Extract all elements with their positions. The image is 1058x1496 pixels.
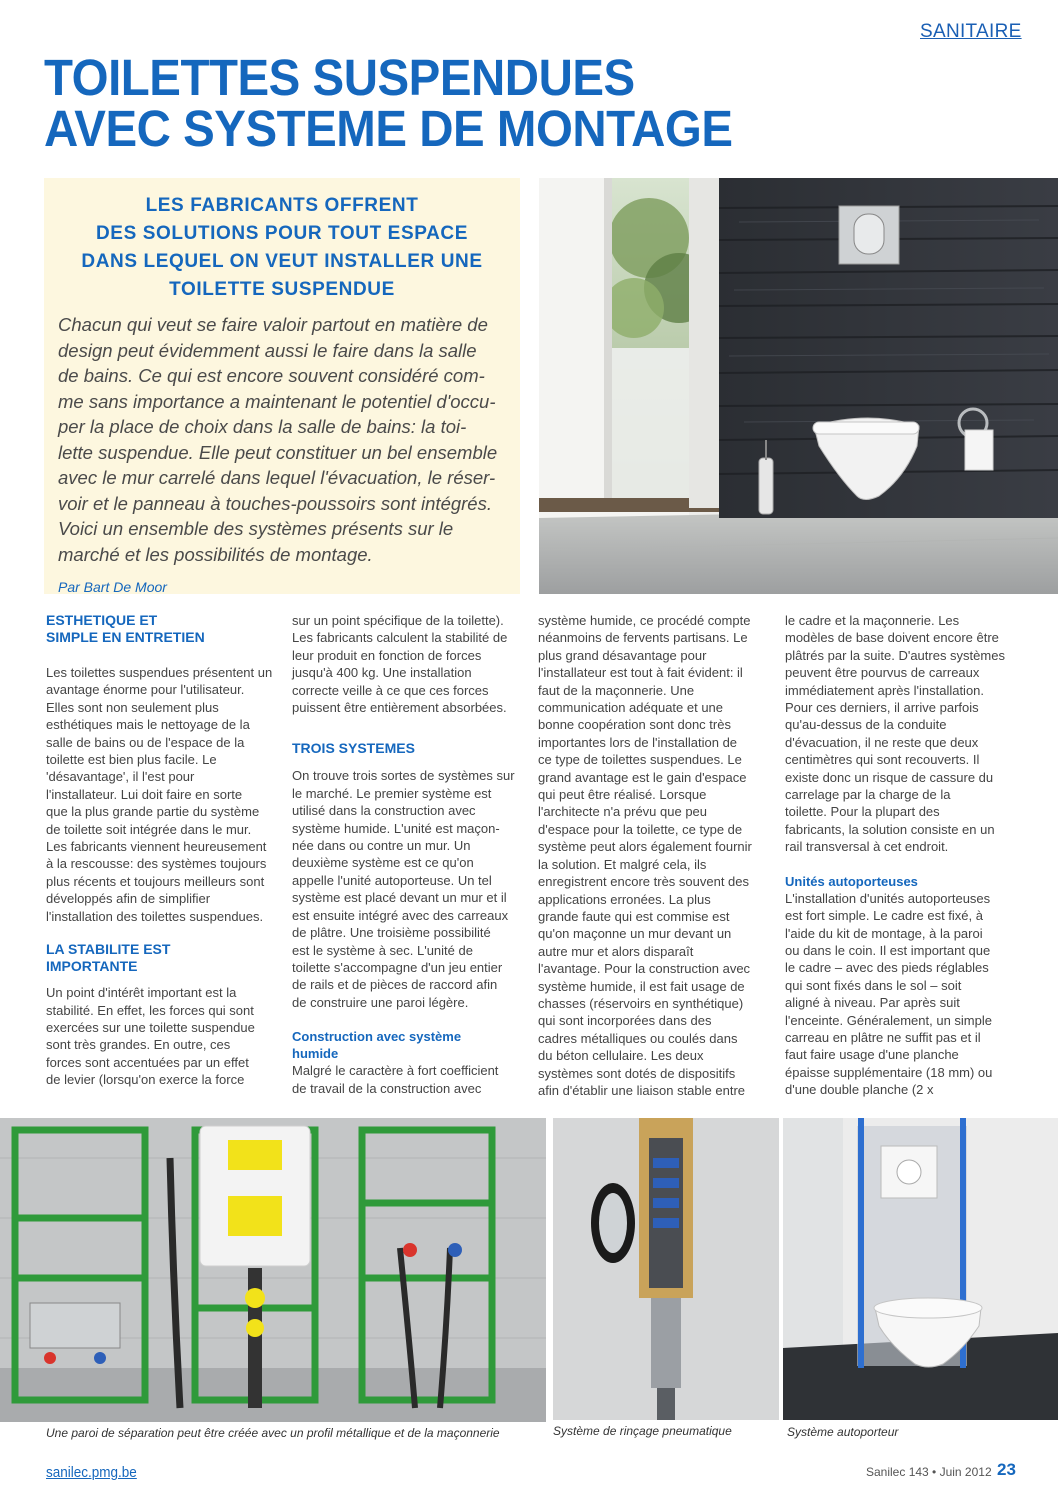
text-line: l'installateur. Lui doit faire en sorte — [46, 786, 243, 802]
text-line: avantage énorme pour l'utilisateur. — [46, 682, 245, 698]
intro-line: Voici un ensemble des systèmes présents sur le — [58, 518, 454, 539]
paragraph — [292, 1062, 518, 1097]
text-line: système humide, ce procédé compte — [538, 613, 751, 628]
text-line: ce type de toilettes suspendues. Le — [538, 752, 742, 768]
text-line: grande faute qui est commise est — [538, 908, 730, 924]
text-line: aligné à niveau. Par après suit — [785, 995, 960, 1011]
text-line: système humide, il est fait usage de — [538, 978, 745, 994]
text-line: faut de la maçonnerie. Une — [538, 682, 695, 698]
text-line: bonne coopération sont donc très — [538, 717, 731, 733]
text-line: sont très grandes. En outre, ces — [46, 1037, 231, 1053]
text-line: Un point d'intérêt important est la — [46, 985, 237, 1001]
text-line: système est placé devant un mur et il — [292, 890, 507, 906]
text-line: grand avantage est le gain d'espace — [538, 769, 747, 785]
text-line: sur un point spécifique de la toilette). — [292, 613, 504, 628]
text-line: enregistrent encore très souvent des — [538, 874, 750, 890]
text-line: deuxième système est ce qu'on — [292, 855, 474, 871]
text-line: immédiatement après l'installation. — [785, 682, 985, 698]
text-line: peuvent être pourvus de carreaux — [785, 665, 980, 681]
subsection-heading: Unités autoporteuses — [785, 873, 918, 889]
text-line: de travail de la construction avec — [292, 1080, 482, 1096]
column-1 — [46, 612, 272, 1089]
intro-heading — [58, 192, 506, 304]
text-line: importantes lors de l'installation de — [538, 734, 738, 750]
text-line: qui sont incorporées dans des — [538, 1013, 712, 1029]
text-line: autre mur et alors disparaît — [538, 943, 694, 959]
text-line: appelle l'unité autoporteuse. Un tel — [292, 872, 492, 888]
text-line: qu'au-dessus de la conduite — [785, 717, 947, 733]
text-line: le cadre et la maçonnerie. Les — [785, 613, 960, 628]
text-line: d'évacuation, il ne reste que deux — [785, 734, 979, 750]
text-line: rail transversal à cet endroit. — [785, 839, 949, 855]
intro-line: de bains. Ce qui est encore souvent considéré com- — [58, 365, 485, 386]
text-line: Elles sont non seulement plus — [46, 699, 219, 715]
footer-issue: Sanilec 143 • Juin 2012 — [866, 1465, 992, 1479]
intro-line: Chacun qui veut se faire valoir partout en matière de — [58, 314, 488, 335]
hero-photo-illustration — [539, 178, 1058, 594]
subsection-heading: humide — [292, 1046, 339, 1062]
text-line: esthétiques mais le nettoyage de la — [46, 717, 250, 733]
column-2 — [292, 612, 518, 1097]
text-line: plâtrés par la suite. D'autres systèmes — [785, 647, 1005, 663]
text-line: systèmes sont dotés de dispositifs — [538, 1065, 736, 1081]
text-line: faut faire usage d'une planche — [785, 1047, 959, 1063]
title-line-1: TOILETTES SUSPENDUES — [44, 49, 635, 106]
text-line: l'aide du kit de montage, à la paroi — [785, 925, 983, 941]
intro-line: design peut évidemment aussi le faire dans la salle — [58, 339, 477, 361]
text-line: puissent être entièrement absorbées. — [292, 700, 507, 716]
text-line: de plâtre. Une troisième possibilité — [292, 925, 491, 941]
text-line: l'installation des toilettes suspendues. — [46, 908, 264, 924]
subsection-heading: Construction avec système — [292, 1029, 462, 1045]
text-line: est le système à sec. L'unité de — [292, 942, 473, 958]
column-4 — [785, 612, 1011, 1099]
text-line: 'désavantage', il l'est pour — [46, 769, 195, 785]
section-heading: IMPORTANTE — [46, 958, 138, 975]
text-line: chasses (réservoirs en synthétique) — [538, 995, 744, 1011]
text-line: qu'on maçonne un mur devant un — [538, 926, 732, 942]
intro-line: lette suspendue. Elle peut constituer un bel ensemble — [58, 441, 498, 463]
paragraph — [46, 984, 272, 1088]
paragraph — [785, 612, 1011, 856]
text-line: utilisé dans la construction avec — [292, 803, 476, 819]
intro-line: marché et les possibilités de montage. — [58, 543, 373, 565]
text-line: forces sont accentuées par un effet — [46, 1054, 249, 1070]
text-line: cadres métalliques ou coulés dans — [538, 1030, 738, 1046]
text-line: Pour ces derniers, il arrive parfois — [785, 700, 979, 716]
text-line: qui sont fixés dans le sol – soit — [785, 977, 962, 993]
text-line: de levier (lorsqu'on exerce la force — [46, 1072, 245, 1088]
column-3 — [538, 612, 764, 1099]
text-line: d'une double planche (2 x — [785, 1082, 934, 1098]
intro-line: avec le mur carrelé dans lequel l'évacuation, le réser- — [58, 467, 496, 488]
text-line: système peut alors également fournir — [538, 839, 752, 855]
footer-url-link[interactable]: sanilec.pmg.be — [46, 1464, 137, 1481]
text-line: On trouve trois sortes de systèmes sur — [292, 768, 515, 784]
text-line: existe donc un risque de cassure du — [785, 769, 994, 785]
text-line: du béton cellulaire. Les deux — [538, 1048, 704, 1064]
text-line: la solution. Et malgré cela, ils — [538, 856, 707, 872]
intro-heading-line: TOILETTE SUSPENDUE — [169, 279, 395, 300]
section-heading: LA STABILITE EST — [46, 941, 171, 958]
text-line: que la plus grande partie du système — [46, 804, 260, 820]
caption-flush: Système de rinçage pneumatique — [553, 1424, 732, 1438]
hero-photo — [539, 178, 1058, 594]
text-line: modèles de base doivent encore être — [785, 630, 999, 646]
text-line: stabilité. En effet, les forces qui sont — [46, 1002, 254, 1018]
text-line: toilette s'accompagne d'un jeu entier — [292, 959, 503, 975]
text-line: de toilette soit intégrée dans le mur. — [46, 821, 252, 837]
intro-text — [58, 312, 506, 567]
section-heading: TROIS SYSTEMES — [292, 740, 415, 757]
section-tag[interactable]: SANITAIRE — [920, 21, 1022, 42]
text-line: communication adéquate et une — [538, 700, 724, 716]
text-line: de rails et de pièces de raccord afin — [292, 977, 498, 993]
text-line: de construire une paroi légère. — [292, 994, 469, 1010]
title-line-2: AVEC SYSTEME DE MONTAGE — [44, 100, 733, 157]
text-line: jusqu'à 400 kg. Une installation — [292, 665, 472, 681]
text-line: Les fabricants calculent la stabilité de — [292, 630, 508, 646]
text-line: est ensuite intégré avec des carreaux — [292, 907, 509, 923]
text-line: système humide. L'unité est maçon- — [292, 820, 500, 836]
paragraph — [292, 612, 518, 716]
intro-line: voir et le panneau à touches-poussoirs sont intégrés. — [58, 492, 492, 514]
text-line: est fort simple. Le cadre est fixé, à — [785, 908, 983, 924]
pneumatic-flush-illustration — [553, 1118, 779, 1420]
mounting-frames-illustration — [0, 1118, 546, 1422]
text-line: carrelage par la charge de la — [785, 787, 951, 803]
intro-heading-line: LES FABRICANTS OFFRENT — [145, 195, 419, 216]
mounting-frames-photo — [0, 1118, 546, 1422]
paragraph — [46, 664, 272, 925]
text-line: l'architecte n'a prévu que peu — [538, 804, 708, 820]
text-line: le marché. Le premier système est — [292, 785, 492, 801]
text-line: centimètres qui sont recouverts. Il — [785, 752, 980, 768]
text-line: applications erronées. La plus — [538, 891, 711, 907]
section-heading: ESTHETIQUE ET — [46, 612, 158, 628]
paragraph — [538, 612, 764, 1099]
text-line: néanmoins de fervents partisans. Le — [538, 630, 748, 646]
text-line: exercées sur une toilette suspendue — [46, 1019, 255, 1035]
text-line: salle de bains ou de l'espace de la — [46, 734, 245, 750]
text-line: toilette est bien plus facile. Le — [46, 752, 217, 768]
intro-line: per la place de choix dans la salle de bains: la toi- — [58, 416, 467, 437]
text-line: toilette. Pour la plupart des — [785, 804, 940, 820]
text-line: à la rescousse: des systèmes toujours — [46, 856, 267, 872]
text-line: Malgré le caractère à fort coefficient — [292, 1063, 499, 1079]
intro-line: me sans importance a maintenant le potentiel d'occu- — [58, 390, 496, 412]
page-title — [44, 49, 733, 157]
text-line: plus récents et toujours meilleurs sont — [46, 873, 265, 889]
pneumatic-flush-photo — [553, 1118, 779, 1420]
caption-frames: Une paroi de séparation peut être créée avec un profil métallique et de la maçonnerie — [46, 1426, 500, 1440]
intro-heading-line: DANS LEQUEL ON VEUT INSTALLER UNE — [81, 251, 483, 272]
text-line: l'enceinte. Généralement, un simple — [785, 1012, 992, 1028]
text-line: fabricants, la solution consiste en un — [785, 821, 995, 837]
text-line: l'installateur est tout à fait évident: il — [538, 665, 743, 681]
text-line: plus grand désavantage pour — [538, 647, 707, 663]
text-line: leur produit en fonction de forces — [292, 647, 482, 663]
text-line: Les toilettes suspendues présentent un — [46, 665, 273, 680]
text-line: développés afin de simplifier — [46, 891, 211, 907]
section-heading: SIMPLE EN ENTRETIEN — [46, 629, 205, 645]
byline: Par Bart De Moor — [58, 579, 167, 595]
text-line: carreau en plâtre ne suffit pas et il — [785, 1029, 981, 1045]
text-line: correcte veille à ce que ces forces — [292, 682, 489, 698]
text-line: épaisse supplémentaire (18 mm) ou — [785, 1064, 993, 1080]
intro-heading-line: DES SOLUTIONS POUR TOUT ESPACE — [95, 223, 468, 244]
text-line: afin d'établir une liaison stable entre — [538, 1082, 746, 1098]
text-line: d'espace pour la toilette, ce type de — [538, 821, 743, 837]
self-supporting-system-illustration — [783, 1118, 1058, 1420]
intro-box — [44, 178, 520, 594]
text-line: qui peut être réalisé. Lorsque — [538, 787, 707, 803]
text-line: le cadre – avec des pieds réglables — [785, 960, 989, 976]
paragraph — [292, 767, 518, 1011]
text-line: née dans ou contre un mur. Un — [292, 838, 471, 854]
text-line: ou dans le coin. Il est important que — [785, 942, 991, 958]
page-number: 23 — [997, 1460, 1016, 1479]
text-line: l'avantage. Pour la construction avec — [538, 961, 751, 977]
text-line: L'installation d'unités autoporteuses — [785, 890, 991, 906]
text-line: Les fabricants viennent heureusement — [46, 839, 267, 855]
self-supporting-system-photo — [783, 1118, 1058, 1420]
caption-self-supporting: Système autoporteur — [787, 1425, 899, 1439]
paragraph — [785, 890, 1011, 1099]
